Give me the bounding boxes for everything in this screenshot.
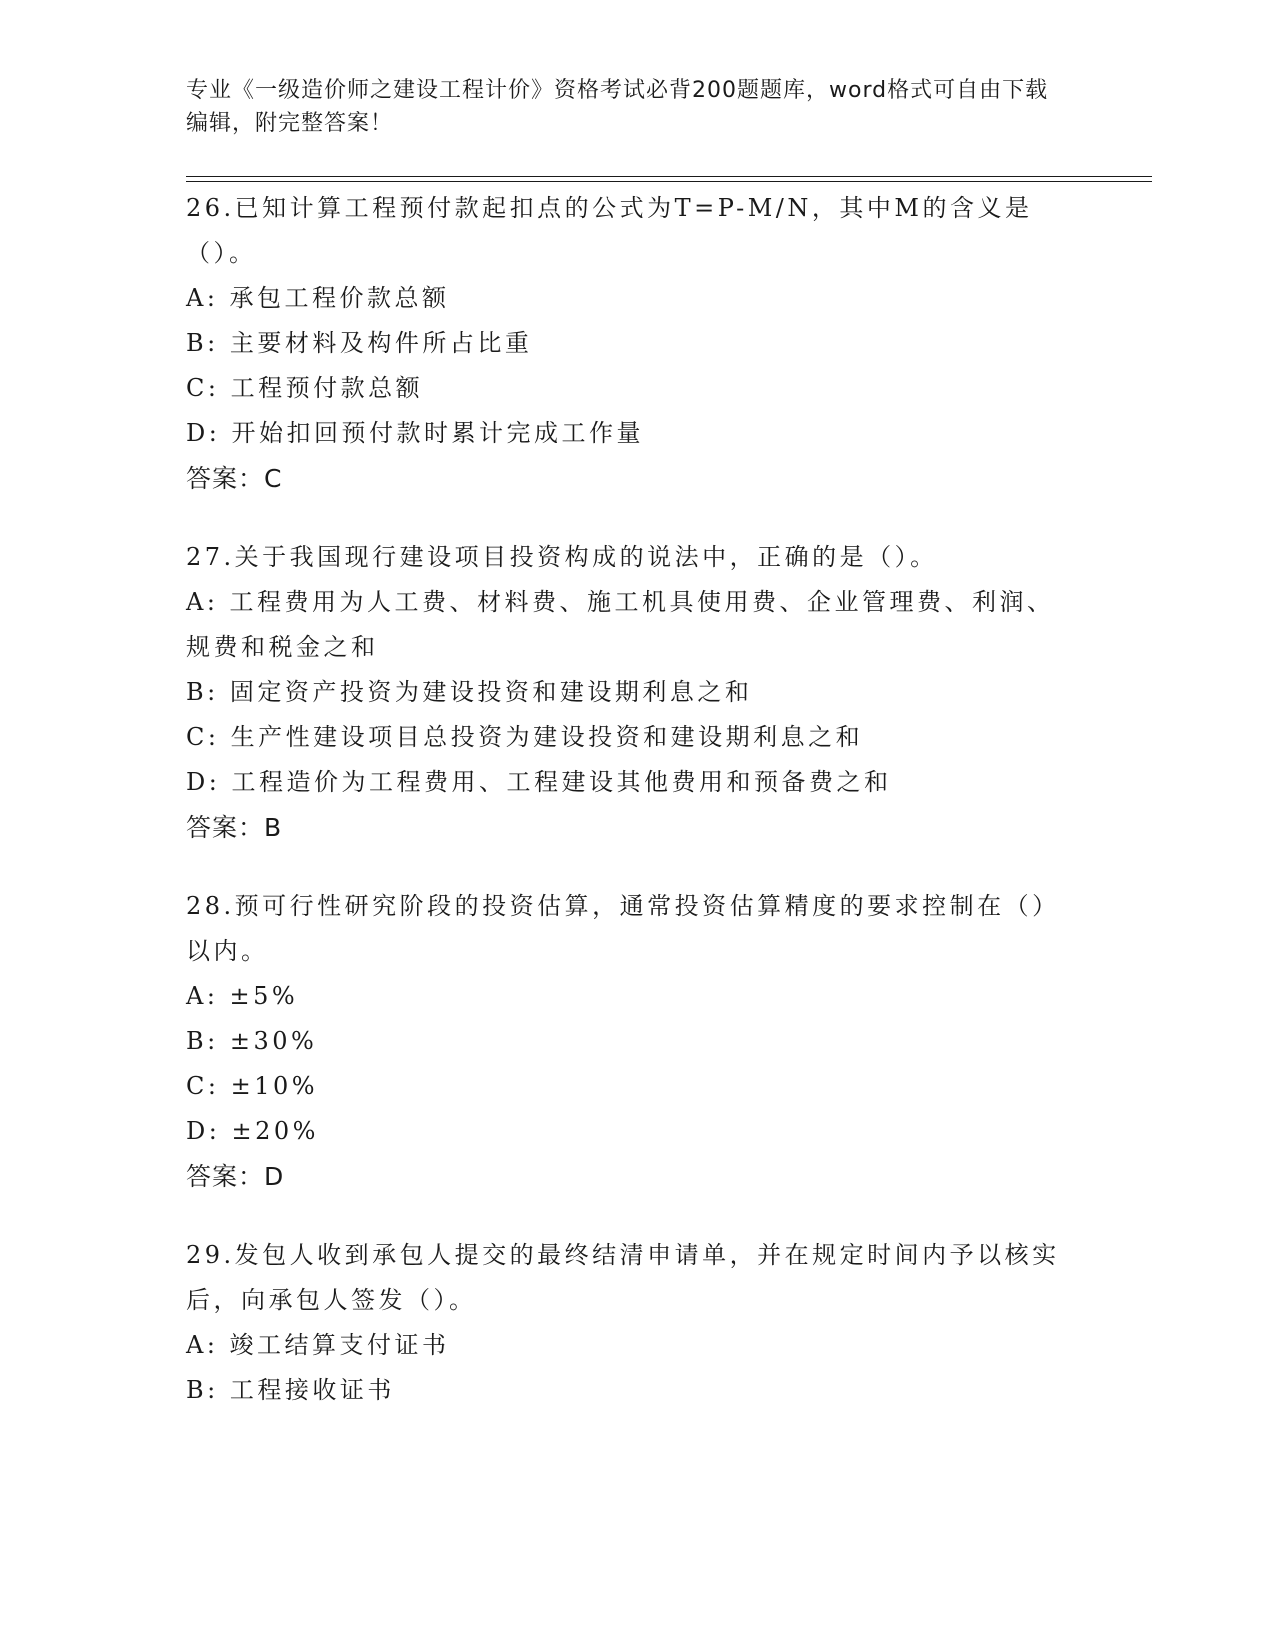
question-27 (186, 535, 1076, 851)
option-b: B: ±30% (186, 1027, 318, 1055)
question-28 (186, 884, 1076, 1200)
question-stem: 29.发包人收到承包人提交的最终结清申请单，并在规定时间内予以核实后，向承包人签发（）。 (186, 1241, 1060, 1314)
question-stem: 28.预可行性研究阶段的投资估算，通常投资估算精度的要求控制在（）以内。 (186, 892, 1060, 965)
question-stem: 27.关于我国现行建设项目投资构成的说法中，正确的是（）。 (186, 543, 938, 571)
option-a: A: 竣工结算支付证书 (186, 1331, 450, 1359)
option-c: C: ±10% (186, 1072, 319, 1100)
option-a: A: 工程费用为人工费、材料费、施工机具使用费、企业管理费、利润、规费和税金之和 (186, 588, 1055, 661)
document-header: 专业《一级造价师之建设工程计价》资格考试必背200题题库，word格式可自由下载编辑，附完整答案！ (186, 78, 1049, 136)
option-c: C: 生产性建设项目总投资为建设投资和建设期利息之和 (186, 723, 864, 751)
option-b: B: 工程接收证书 (186, 1376, 395, 1404)
option-a: A: 承包工程价款总额 (186, 284, 450, 312)
question-29 (186, 1233, 1076, 1413)
question-26 (186, 186, 1076, 502)
option-d: D: ±20% (186, 1117, 319, 1145)
option-d: D: 工程造价为工程费用、工程建设其他费用和预备费之和 (186, 768, 892, 796)
answer-line: 答案：B (186, 813, 283, 842)
answer-line: 答案：D (186, 1162, 285, 1191)
header-divider-top (186, 176, 1152, 177)
option-c: C: 工程预付款总额 (186, 374, 424, 402)
option-b: B: 固定资产投资为建设投资和建设期利息之和 (186, 678, 753, 706)
header-divider-bottom (186, 181, 1152, 182)
answer-line: 答案：C (186, 464, 283, 493)
option-a: A: ±5% (186, 982, 299, 1010)
option-b: B: 主要材料及构件所占比重 (186, 329, 533, 357)
option-d: D: 开始扣回预付款时累计完成工作量 (186, 419, 644, 447)
question-stem: 26.已知计算工程预付款起扣点的公式为T=P-M/N，其中M的含义是（）。 (186, 194, 1033, 267)
